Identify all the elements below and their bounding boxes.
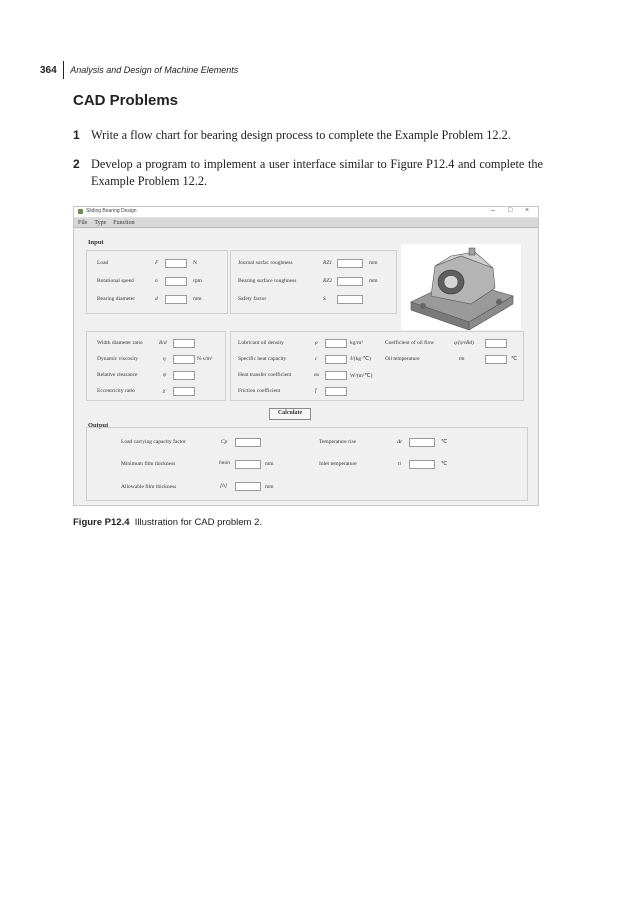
problem-number: 1 [73,128,80,142]
field-unit: mm [193,296,202,302]
temperature-rise-output[interactable] [409,438,435,447]
menu-type[interactable]: Type [94,219,107,226]
rotational-speed-input[interactable] [165,277,187,286]
problem-text: Develop a program to implement a user interface similar to Figure P12.4 and complete the Example Problem 12.2. [91,157,543,188]
input-group-thermal [230,331,524,401]
field-symbol: c [315,356,318,362]
relative-clearance-input[interactable] [173,371,195,380]
pillow-block-bearing-illustration [401,244,521,330]
field-label: Relative clearance [97,372,138,378]
field-unit: ℃ [511,356,518,362]
field-symbol: ψ [163,372,167,378]
load-input[interactable] [165,259,187,268]
field-symbol: S [323,296,326,302]
field-symbol: tm [459,356,465,362]
field-symbol: Δt [397,439,402,445]
field-symbol: η [163,356,166,362]
menu-function[interactable]: Function [113,219,135,226]
section-title: CAD Problems [73,92,179,109]
bearing-diameter-input[interactable] [165,295,187,304]
running-title: Analysis and Design of Machine Elements [70,65,239,75]
field-symbol: d [155,296,158,302]
input-group-lubrication [86,331,226,401]
calculate-button[interactable]: Calculate [269,408,311,420]
output-group [86,427,528,501]
field-label: Temperature rise [319,439,357,445]
header-divider [63,61,65,79]
field-unit: mm [265,484,274,490]
bearing-image [401,244,521,330]
heat-transfer-input[interactable] [325,371,347,380]
field-unit: kg/m³ [350,340,363,346]
maximize-button[interactable]: □ [508,207,513,214]
field-symbol: ti [398,461,402,467]
eccentricity-ratio-input[interactable] [173,387,195,396]
input-group-roughness [230,250,397,314]
minimize-button[interactable]: – [491,207,495,214]
problem-text: Write a flow chart for bearing design process to complete the Example Problem 12.2. [91,128,511,142]
dynamic-viscosity-input[interactable] [173,355,195,364]
width-diameter-ratio-input[interactable] [173,339,195,348]
figure-caption [73,517,262,528]
specific-heat-input[interactable] [325,355,347,364]
app-window [73,206,539,506]
field-symbol: ρ [315,340,318,346]
app-icon [78,209,83,214]
field-label: Bearing diameter [97,296,136,302]
figure-caption-text: Illustration for CAD problem 2. [134,517,263,528]
menu-file[interactable]: File [78,219,88,226]
close-button[interactable]: × [525,207,530,214]
field-symbol: F [155,260,159,266]
field-symbol: Cp [221,439,228,445]
field-symbol: n [155,278,158,284]
field-symbol: αs [314,372,320,378]
field-symbol: q/(ψvBd) [454,340,474,346]
field-label: Heat transfer coefficient [238,372,292,378]
field-label: Eccentricity ratio [97,388,136,394]
field-unit: rpm [193,278,202,284]
field-label: Oil temperature [385,356,420,362]
field-symbol: f [315,388,317,394]
bearing-roughness-input[interactable] [337,277,363,286]
field-unit: mm [369,260,378,266]
field-symbol: [h] [220,483,228,489]
field-label: Load carrying capacity factor [121,439,186,445]
output-label: Output [88,422,109,429]
input-label: Input [88,239,104,246]
figure-number: Figure P12.4 [73,517,130,528]
load-capacity-factor-output[interactable] [235,438,261,447]
problem-item [73,156,543,190]
inlet-temperature-output[interactable] [409,460,435,469]
running-header [40,62,238,78]
field-symbol: B/d [159,340,167,346]
field-symbol: RZ1 [323,260,333,266]
field-label: Journal surfac roughness [238,260,293,266]
oil-flow-coefficient-input[interactable] [485,339,507,348]
field-label: Load [97,260,109,266]
friction-coefficient-input[interactable] [325,387,347,396]
field-label: Width diameter ratio [97,340,143,346]
field-unit: W/(m²℃) [350,373,373,379]
min-film-thickness-output[interactable] [235,460,261,469]
oil-temperature-input[interactable] [485,355,507,364]
field-label: Lubricant oil density [238,340,284,346]
menu-bar [74,218,538,228]
field-label: Dynamic viscosity [97,356,139,362]
input-group-basic [86,250,228,314]
field-label: Inlet temperature [319,461,357,467]
field-label: Minimum film thickness [121,461,176,467]
field-symbol: RZ2 [323,278,333,284]
page-number: 364 [40,64,57,76]
field-label: Bearing surface roughness [238,278,297,284]
safety-factor-input[interactable] [337,295,363,304]
field-unit: mm [369,278,378,284]
field-unit: N [193,260,197,266]
field-unit: N·s/m² [197,356,213,362]
problem-item [73,127,543,144]
field-label: Coefficient of oil flow [385,340,435,346]
field-label: Safety factor [238,296,267,302]
field-label: Allowable film thickness [121,484,177,490]
field-symbol: hmin [219,460,230,466]
allowable-film-thickness-output[interactable] [235,482,261,491]
field-unit: ℃ [441,461,448,467]
field-label: Friction coefficient [238,388,281,394]
field-symbol: χ [163,388,166,394]
problem-number: 2 [73,157,80,171]
window-title: Sliding Bearing Design [86,208,137,214]
field-label: Rotational speed [97,278,134,284]
title-bar [74,207,538,218]
field-unit: mm [265,461,274,467]
journal-roughness-input[interactable] [337,259,363,268]
field-unit: J/(kg·℃) [350,356,371,362]
oil-density-input[interactable] [325,339,347,348]
field-label: Specific heat capacity [238,356,287,362]
field-unit: ℃ [441,439,448,445]
